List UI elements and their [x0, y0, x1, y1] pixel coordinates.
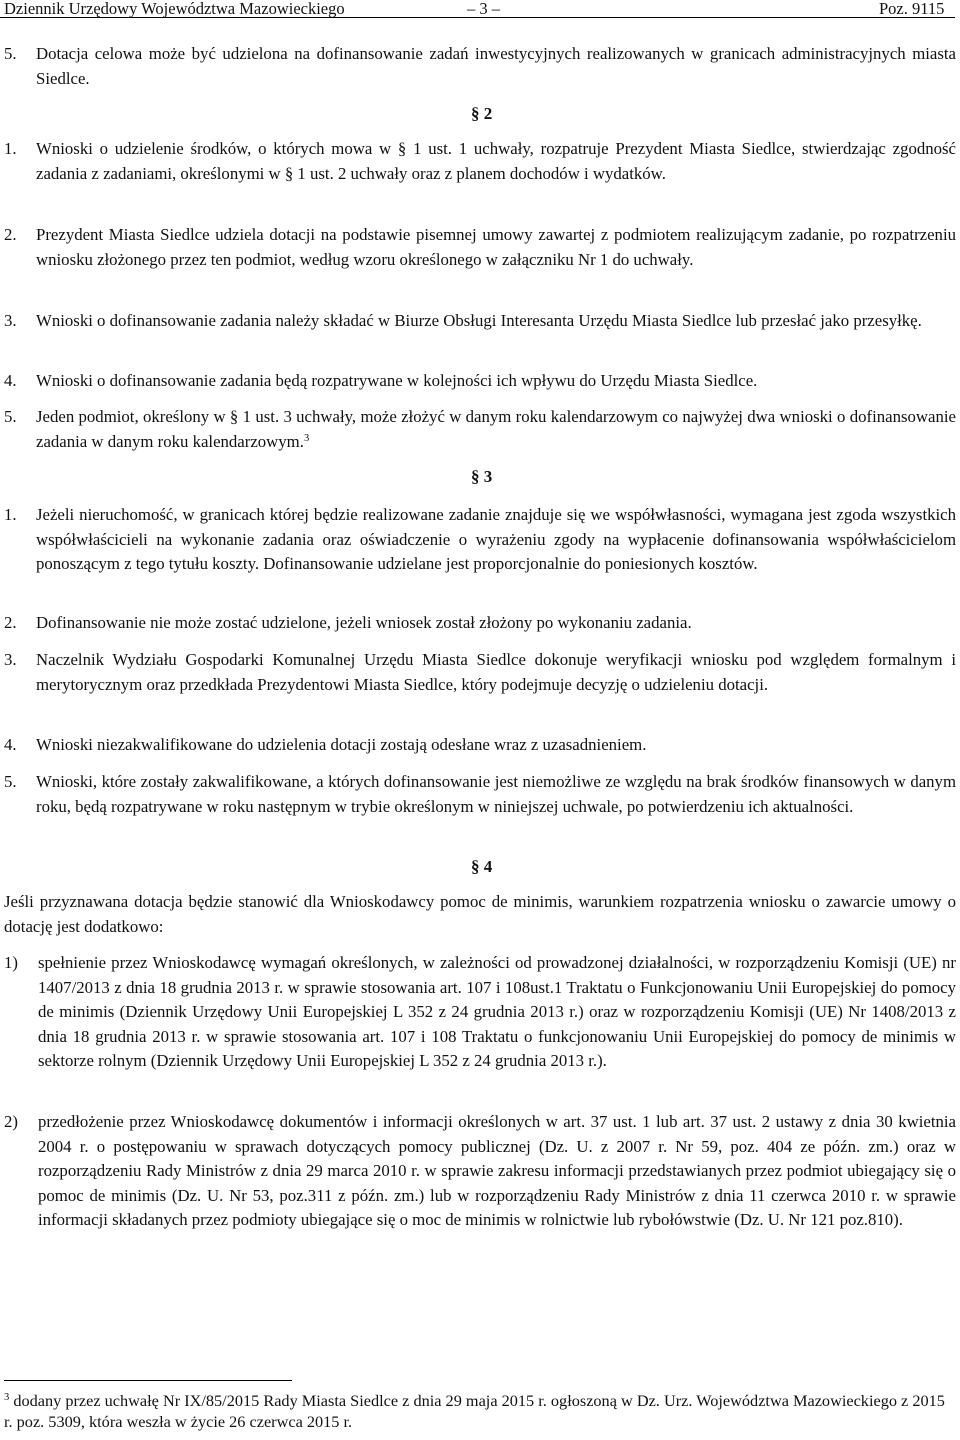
item-number: 3.: [4, 311, 17, 330]
item-number: 2.: [4, 225, 17, 244]
item-number: 2): [4, 1112, 18, 1131]
journal-title: Dziennik Urzędowy Województwa Mazowieckiego: [4, 0, 345, 18]
s2-paragraph-2: [4, 223, 956, 272]
item-number: 1): [4, 953, 18, 972]
item-text: Wnioski o dofinansowanie zadania należy składać w Biurze Obsługi Interesanta Urzędu Miasta Siedlce lub przesłać jako przesyłkę.: [36, 311, 922, 330]
item-text: Naczelnik Wydziału Gospodarki Komunalnej Urzędu Miasta Siedlce dokonuje weryfikacji wniosku pod względem formalnym i merytorycznym oraz przedkłada Prezydentowi Miasta Siedlce, który podejmuje decyzję o udzieleniu dotacji.: [36, 650, 956, 694]
paragraph-5-prev: [4, 42, 956, 91]
item-number: 1.: [4, 505, 17, 524]
item-text: Wnioski o udzielenie środków, o których mowa w § 1 ust. 1 uchwały, rozpatruje Prezydent Miasta Siedlce, stwierdzając zgodność zadania z zadaniami, określonymi w § 1 ust. 2 uchwały oraz z planem dochodów i wydatków.: [36, 139, 956, 183]
item-text: Dofinansowanie nie może zostać udzielone, jeżeli wniosek został złożony po wykonaniu zadania.: [36, 613, 692, 632]
s4-item-1: [4, 951, 956, 1074]
footnote: [4, 1390, 956, 1432]
s2-paragraph-3: [4, 309, 956, 334]
footnote-text: dodany przez uchwałę Nr IX/85/2015 Rady Miasta Siedlce z dnia 29 maja 2015 r. ogłoszoną w Dz. Urz. Województwa Mazowieckiego z 2015 r. poz. 5309, która weszła w życie 26 czerwca 2015 r.: [4, 1391, 945, 1431]
s3-paragraph-3: [4, 648, 956, 697]
s3-paragraph-5: [4, 770, 956, 819]
item-number: 3.: [4, 650, 17, 669]
section-heading-3: § 3: [471, 467, 493, 486]
s3-paragraph-4: [4, 733, 956, 758]
item-number: 5.: [4, 407, 17, 426]
item-number: 5.: [4, 772, 17, 791]
item-text: Prezydent Miasta Siedlce udziela dotacji na podstawie pisemnej umowy zawartej z podmiotem realizującym zadanie, po rozpatrzeniu wniosku złożonego przez ten podmiot, według wzoru określonego w załączniku Nr 1 do uchwały.: [36, 225, 956, 269]
item-text: Jeżeli nieruchomość, w granicach której będzie realizowane zadanie znajduje się we współwłasności, wymagana jest zgoda wszystkich współwłaścicieli na wykonanie zadania oraz oświadczenie o wyrażeniu zgody na wypłacenie dofinansowania współwłaścicielom ponoszącym z tego tytułu koszty. Dofinansowanie udzielane jest proporcjonalnie do poniesionych kosztów.: [36, 505, 956, 573]
item-text: Wnioski o dofinansowanie zadania będą rozpatrywane w kolejności ich wpływu do Urzędu Miasta Siedlce.: [36, 371, 758, 390]
item-text: Wnioski niezakwalifikowane do udzielenia dotacji zostają odesłane wraz z uzasadnieniem.: [36, 735, 647, 754]
s2-paragraph-5: [4, 405, 956, 454]
s3-paragraph-2: [4, 611, 956, 636]
item-number: 4.: [4, 735, 17, 754]
item-text: Wnioski, które zostały zakwalifikowane, a których dofinansowanie jest niemożliwe ze względu na brak środków finansowych w danym roku, będą rozpatrywane w roku następnym w trybie określonym w niniejszej uchwale, po potwierdzeniu ich aktualności.: [36, 772, 956, 816]
item-text: spełnienie przez Wnioskodawcę wymagań określonych, w zależności od prowadzonej działalności, w rozporządzeniu Komisji (UE) nr 1407/2013 z dnia 18 grudnia 2013 r. w sprawie stosowania art. 107 i 108ust.1 Traktatu o Funkcjonowaniu Unii Europejskiej do pomocy de minimis (Dziennik Urzędowy Unii Europejskiej L 352 z 24 grudnia 2013 r.) oraz w rozporządzeniu Komisji (UE) Nr 1408/2013 z dnia 18 grudnia 2013 r. w sprawie stosowania art. 107 i 108 Traktatu o funkcjonowaniu Unii Europejskiej do pomocy de minimis w sektorze rolnym (Dziennik Urzędowy Unii Europejskiej L 352 z 24 grudnia 2013 r.).: [38, 953, 956, 1070]
s4-item-2: [4, 1110, 956, 1233]
header-rule: [0, 17, 955, 18]
item-number: 4.: [4, 371, 17, 390]
s2-paragraph-1: [4, 137, 956, 186]
page-header: [0, 0, 960, 18]
page-number: – 3 –: [467, 0, 500, 18]
s2-paragraph-4: [4, 369, 956, 394]
footnote-reference[interactable]: 3: [303, 432, 310, 444]
s3-paragraph-1: [4, 503, 956, 577]
item-text: przedłożenie przez Wnioskodawcę dokumentów i informacji określonych w art. 37 ust. 1 lub art. 37 ust. 2 ustawy z dnia 30 kwietnia 2004 r. o postępowaniu w sprawach dotyczących pomocy publicznej (Dz. U. z 2007 r. Nr 59, poz. 404 ze późn. zm.) oraz w rozporządzeniu Rady Ministrów z dnia 29 marca 2010 r. w sprawie zakresu informacji przedstawianych przez podmiot ubiegający się o pomoc de minimis (Dz. U. Nr 53, poz.311 z późn. zm.) lub w rozporządzeniu Rady Ministrów z dnia 11 czerwca 2010 r. w sprawie informacji składanych przez podmioty ubiegające się o moc de minimis w rolnictwie lub rybołówstwie (Dz. U. Nr 121 poz.810).: [38, 1112, 956, 1229]
item-number: 5.: [4, 44, 17, 63]
footnote-separator: [4, 1380, 292, 1381]
item-text: Dotacja celowa może być udzielona na dofinansowanie zadań inwestycyjnych realizowanych w granicach administracyjnych miasta Siedlce.: [36, 44, 956, 88]
footnote-mark: 3: [4, 1392, 10, 1403]
item-number: 2.: [4, 613, 17, 632]
position-number: Poz. 9115: [879, 0, 945, 18]
item-text: Jeden podmiot, określony w § 1 ust. 3 uchwały, może złożyć w danym roku kalendarzowym co najwyżej dwa wnioski o dofinansowanie zadania w danym roku kalendarzowym.: [36, 407, 956, 451]
section-heading-4: § 4: [471, 857, 493, 876]
s4-intro: Jeśli przyznawana dotacja będzie stanowić dla Wnioskodawcy pomoc de minimis, warunkiem rozpatrzenia wniosku o zawarcie umowy o dotację jest dodatkowo:: [4, 892, 956, 936]
section-heading-2: § 2: [471, 104, 493, 123]
item-number: 1.: [4, 139, 17, 158]
